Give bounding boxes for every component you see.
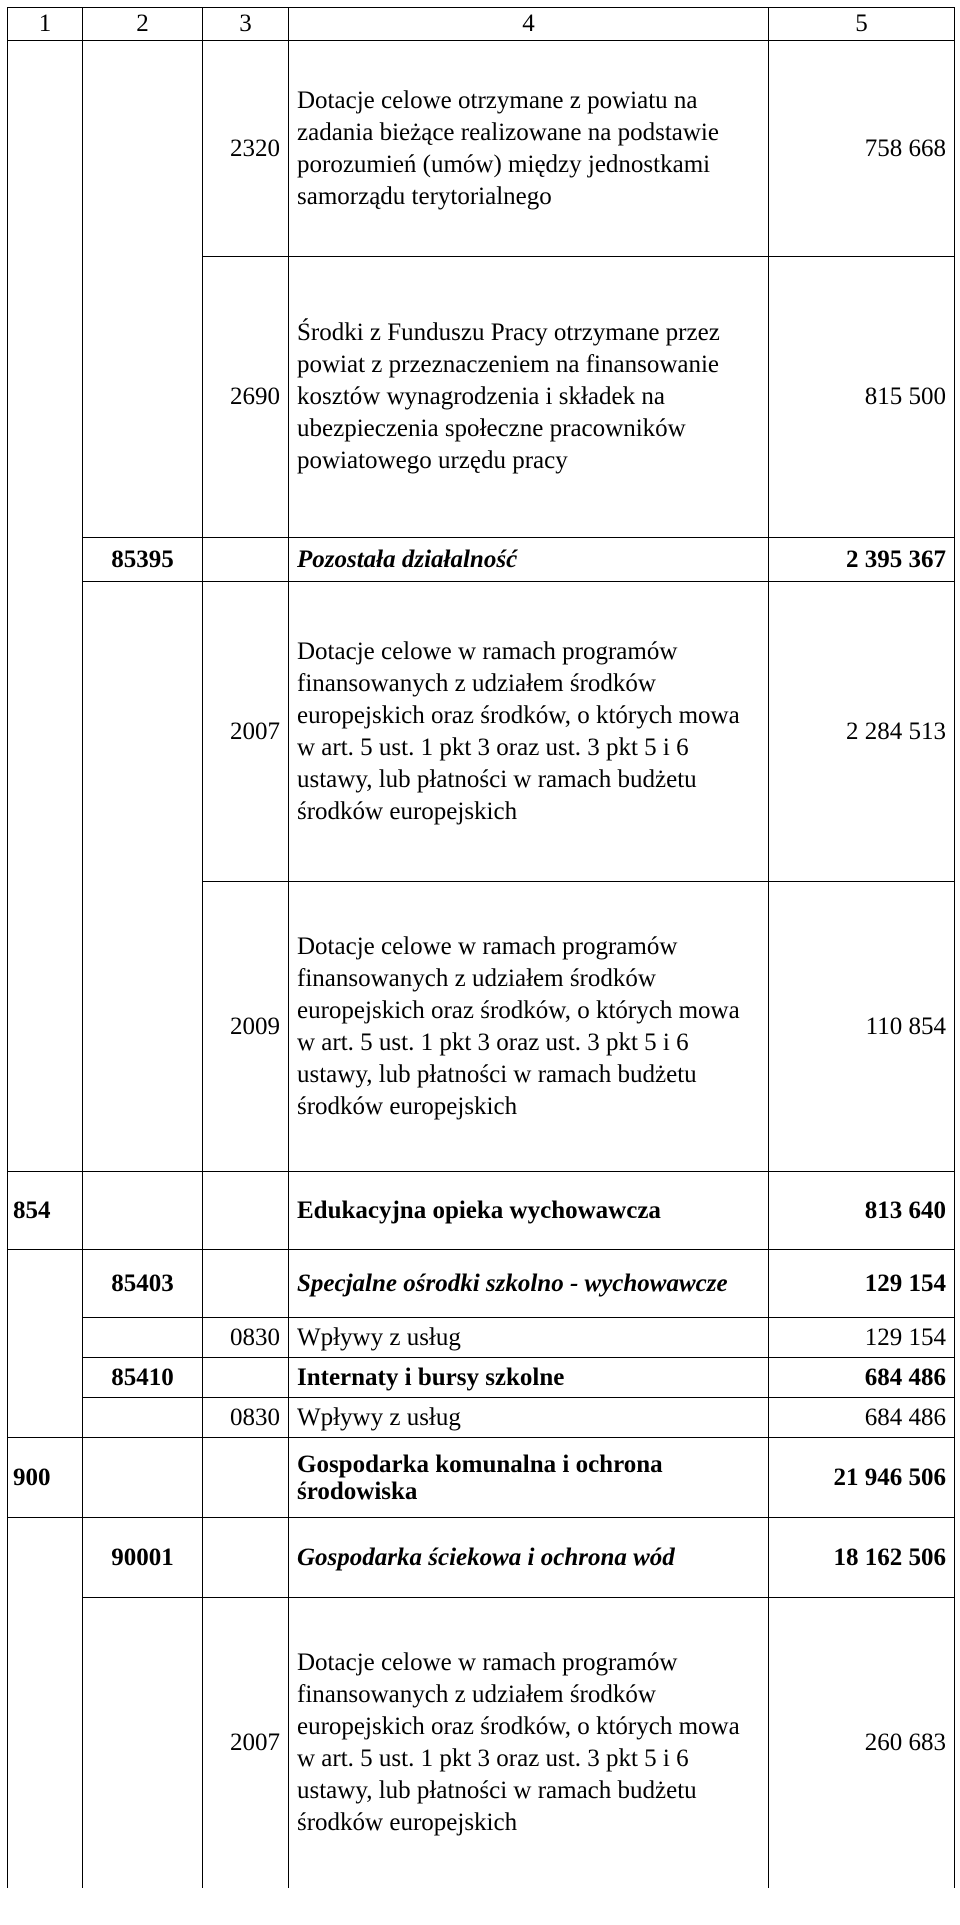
- table-row: [8, 882, 955, 1172]
- row-amount: 110 854: [769, 882, 955, 1172]
- section-code: 85410: [83, 1358, 203, 1398]
- row-amount: 129 154: [769, 1318, 955, 1358]
- budget-table: [7, 7, 955, 1888]
- section-code: 85395: [83, 538, 203, 582]
- table-row: [8, 41, 955, 257]
- header-row: [8, 8, 955, 41]
- table-row: [8, 1518, 955, 1598]
- row-amount: 684 486: [769, 1398, 955, 1438]
- row-description: Gospodarka komunalna i ochrona środowiska: [289, 1438, 769, 1518]
- paragraph-code: 2320: [203, 41, 289, 257]
- section-code: 85403: [83, 1250, 203, 1318]
- table-row: [8, 582, 955, 882]
- row-amount: 684 486: [769, 1358, 955, 1398]
- header-col-1: 1: [8, 8, 83, 41]
- table-row: [8, 1438, 955, 1518]
- paragraph-code: 2009: [203, 882, 289, 1172]
- chapter-code: 900: [8, 1438, 83, 1518]
- row-description: Internaty i bursy szkolne: [289, 1358, 769, 1398]
- row-description: Edukacyjna opieka wychowawcza: [289, 1172, 769, 1250]
- paragraph-code: 0830: [203, 1398, 289, 1438]
- table-row: [8, 1398, 955, 1438]
- row-amount: 815 500: [769, 257, 955, 538]
- header-col-5: 5: [769, 8, 955, 41]
- header-col-4: 4: [289, 8, 769, 41]
- section-code: 90001: [83, 1518, 203, 1598]
- row-amount: 813 640: [769, 1172, 955, 1250]
- header-col-3: 3: [203, 8, 289, 41]
- row-description: Gospodarka ściekowa i ochrona wód: [289, 1518, 769, 1598]
- table-row: [8, 257, 955, 538]
- row-amount: 21 946 506: [769, 1438, 955, 1518]
- paragraph-code: 2690: [203, 257, 289, 538]
- chapter-code: 854: [8, 1172, 83, 1250]
- table-row: [8, 1250, 955, 1318]
- table-row: [8, 1172, 955, 1250]
- row-amount: 2 284 513: [769, 582, 955, 882]
- table-row: [8, 1318, 955, 1358]
- row-description: Wpływy z usług: [289, 1318, 769, 1358]
- paragraph-code: 2007: [203, 582, 289, 882]
- row-description: Pozostała działalność: [289, 538, 769, 582]
- paragraph-code: 2007: [203, 1598, 289, 1888]
- row-description: Dotacje celowe w ramach programów finansowanych z udziałem środków europejskich oraz środków, o których mowa w art. 5 ust. 1 pkt 3 oraz ust. 3 pkt 5 i 6 ustawy, lub płatności w ramach budżetu środków europejskich: [289, 582, 769, 882]
- row-amount: 129 154: [769, 1250, 955, 1318]
- table-row: [8, 1358, 955, 1398]
- row-description: Środki z Funduszu Pracy otrzymane przez powiat z przeznaczeniem na finansowanie kosztów wynagrodzenia i składek na ubezpieczenia społeczne pracowników powiatowego urzędu pracy: [289, 257, 769, 538]
- paragraph-code: 0830: [203, 1318, 289, 1358]
- row-amount: 18 162 506: [769, 1518, 955, 1598]
- row-amount: 260 683: [769, 1598, 955, 1888]
- header-col-2: 2: [83, 8, 203, 41]
- table-row: [8, 538, 955, 582]
- row-amount: 2 395 367: [769, 538, 955, 582]
- row-description: Dotacje celowe w ramach programów finansowanych z udziałem środków europejskich oraz środków, o których mowa w art. 5 ust. 1 pkt 3 oraz ust. 3 pkt 5 i 6 ustawy, lub płatności w ramach budżetu środków europejskich: [289, 882, 769, 1172]
- row-description: Specjalne ośrodki szkolno - wychowawcze: [289, 1250, 769, 1318]
- row-description: Dotacje celowe otrzymane z powiatu na zadania bieżące realizowane na podstawie porozumień (umów) między jednostkami samorządu terytorialnego: [289, 41, 769, 257]
- row-description: Wpływy z usług: [289, 1398, 769, 1438]
- row-description: Dotacje celowe w ramach programów finansowanych z udziałem środków europejskich oraz środków, o których mowa w art. 5 ust. 1 pkt 3 oraz ust. 3 pkt 5 i 6 ustawy, lub płatności w ramach budżetu środków europejskich: [289, 1598, 769, 1888]
- table-row: [8, 1598, 955, 1888]
- row-amount: 758 668: [769, 41, 955, 257]
